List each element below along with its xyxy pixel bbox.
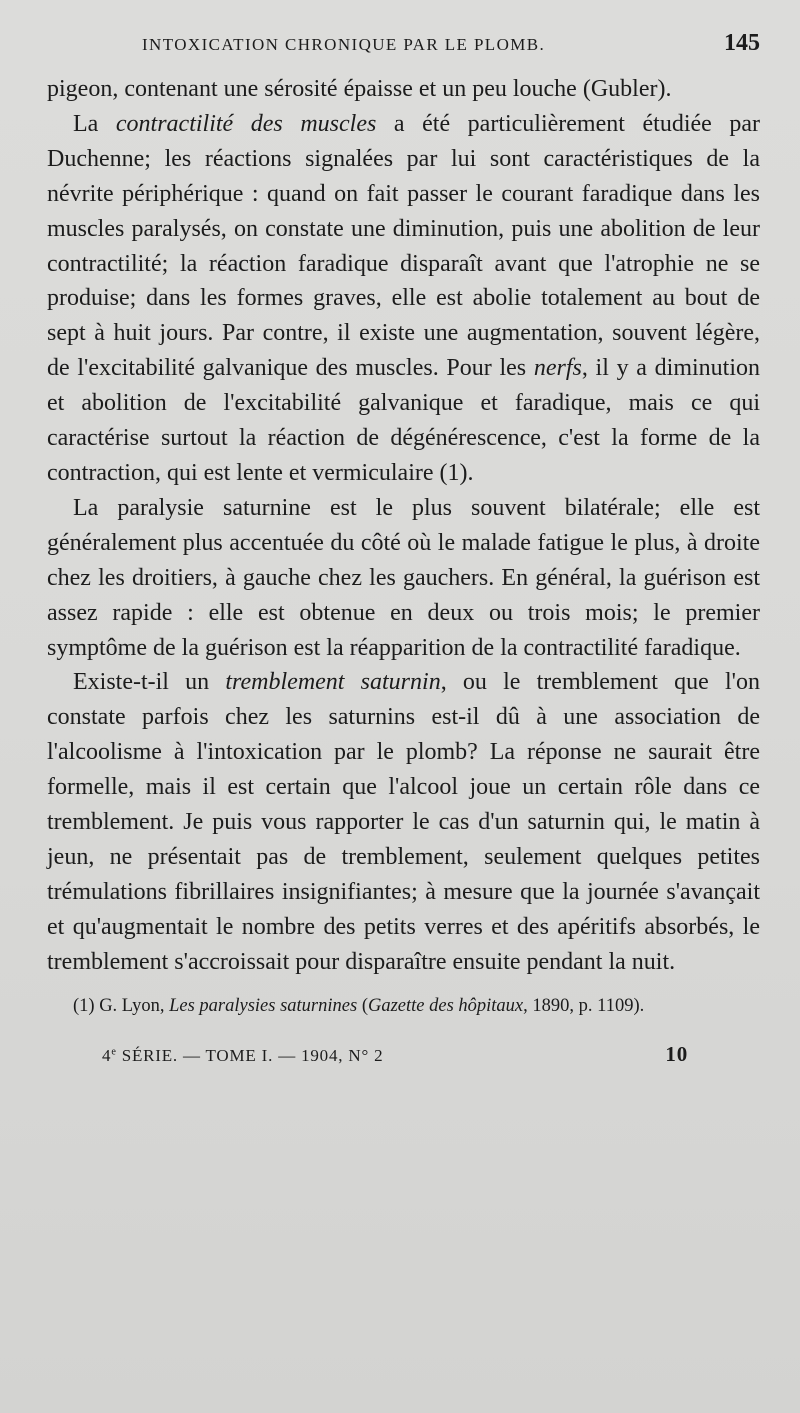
paragraph-contractility <box>47 107 760 491</box>
series-superscript: e <box>111 1045 117 1057</box>
emphasis-text: tremblement saturnin <box>225 669 441 696</box>
emphasis-text: contractilité des muscles <box>115 110 377 137</box>
sheet-number: 10 <box>665 1041 688 1066</box>
paragraph-text: La <box>73 110 116 137</box>
paragraph-continued <box>47 72 760 107</box>
footnote-text: (1) G. Lyon, <box>73 995 170 1016</box>
series-text: SÉRIE. — TOME I. — 1904, N° 2 <box>116 1045 384 1065</box>
signature-line <box>47 1042 760 1067</box>
footnote-title: Les paralysies saturnines <box>169 995 358 1016</box>
footnote-text: , 1890, p. 1109). <box>523 995 645 1016</box>
paragraph-tremor <box>47 665 760 979</box>
series-info <box>102 1046 383 1066</box>
footnote-journal: Gazette des hôpitaux <box>367 995 524 1016</box>
paragraph-text: pigeon, contenant une sérosité épaisse et un peu louche (Gubler). <box>47 76 672 102</box>
footnote-text: ( <box>357 995 368 1016</box>
emphasis-text: nerfs <box>533 355 582 382</box>
paragraph-text: La paralysie saturnine est le plus souvent bilatérale; elle est généralement plus accentuée du côté où le malade fatigue le plus, à droite chez les droitiers, à gauche chez les gauchers. En général, la guérison est assez rapide : elle est obtenue en deux ou trois mois; le premier symptôme de la guérison est la réapparition de la contractilité faradique. <box>47 494 760 661</box>
paragraph-paralysis <box>47 491 760 666</box>
page-number: 145 <box>724 30 760 56</box>
running-head <box>47 30 760 70</box>
series-number: 4 <box>102 1045 112 1065</box>
footnote <box>47 994 760 1018</box>
paragraph-text: a été particulièrement étudiée par Duchenne; les réactions signalées par lui sont caractéristiques de la névrite périphérique : quand on fait passer le courant faradique dans les muscles paralysés, on constate une diminution, puis une abolition de leur contractilité; la réaction faradique disparaît avant que l'atrophie ne se produise; dans les formes graves, elle est abolie totalement au bout de sept à huit jours. Par contre, il existe une augmentation, souvent légère, de l'excitabilité galvanique des muscles. Pour les <box>47 110 761 382</box>
paragraph-text: , il y a diminution et abolition de l'excitabilité galvanique et faradique, mais ce qui caractérise surtout la réaction de dégénérescence, c'est la forme de la contraction, qui est lente et vermiculaire (1). <box>47 355 761 486</box>
paragraph-text: , ou le tremblement que l'on constate parfois chez les saturnins est-il dû à une association de l'alcoolisme à l'intoxication par le plomb? La réponse ne saurait être formelle, mais il est certain que l'alcool joue un certain rôle dans ce tremblement. Je puis vous rapporter le cas d'un saturnin qui, le matin à jeun, ne présentait pas de tremblement, seulement quelques petites trémulations fibrillaires insignifiantes; à mesure que la journée s'avançait et qu'augmentait le nombre des petits verres et des apéritifs absorbés, le tremblement s'accroissait pour disparaître ensuite pendant la nuit. <box>47 669 760 975</box>
paragraph-text: Existe-t-il un <box>73 669 226 696</box>
running-head-title: INTOXICATION CHRONIQUE PAR LE PLOMB. <box>142 35 546 54</box>
body-text <box>47 72 760 980</box>
